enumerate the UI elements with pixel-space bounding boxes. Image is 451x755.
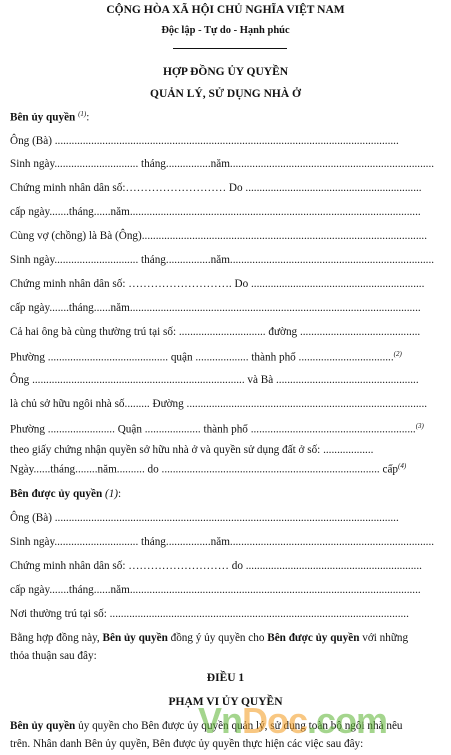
article-party-a: Bên ủy quyền xyxy=(10,720,76,732)
intro-paragraph-line-1 xyxy=(10,632,408,644)
spouse-birth-line: Sinh ngày.............................. tháng................năm......................................................................... xyxy=(10,254,435,266)
header-rule xyxy=(173,48,287,49)
spouse-id-line: Chứng minh nhân dân số: ………………………. Do .............................................................. xyxy=(10,278,425,290)
certificate-line: theo giấy chứng nhận quyền sở hữu nhà ở và quyền sử dụng đất ở số: .................. xyxy=(10,444,374,456)
watermark-part-3: .com xyxy=(307,700,388,741)
intro-party-b: Bên được ủy quyền xyxy=(267,632,360,644)
party-b-note: (1) xyxy=(102,488,119,500)
house-ward-text: Phường ........................ Quận .................... thành phố ........................................................... xyxy=(10,423,416,436)
intro-paragraph-line-2: thỏa thuận sau đây: xyxy=(10,650,97,662)
party-a-heading xyxy=(10,110,89,124)
certificate-date-text: Ngày......tháng........năm.......... do .............................................................................. cấp xyxy=(10,463,399,476)
article-text-line-2: trên. Nhân danh Bên ủy quyền, Bên được ủy quyền thực hiện các việc sau đây: xyxy=(10,738,364,750)
party-a-label: Bên ủy quyền xyxy=(10,111,76,124)
party-b-heading xyxy=(10,488,121,500)
intro-text-3: với những xyxy=(359,632,409,644)
party-a-name-line: Ông (Bà) ........................................................................................................................... xyxy=(10,135,399,147)
party-b-label: Bên được ủy quyền xyxy=(10,488,103,500)
watermark-part-1: Vn xyxy=(198,700,243,741)
contract-title: HỢP ĐỒNG ỦY QUYỀN xyxy=(162,66,289,78)
party-a-issue-line: cấp ngày.......tháng......năm........................................................................................................ xyxy=(10,206,421,218)
footnote-3: (3) xyxy=(415,422,424,430)
ward-line xyxy=(10,350,402,364)
article-title: PHẠM VI ỦY QUYỀN xyxy=(168,696,283,708)
spouse-line: Cùng vợ (chồng) là Bà (Ông)...................................................................................................... xyxy=(10,230,428,242)
intro-party-a: Bên ủy quyền xyxy=(102,632,168,644)
house-ward-line xyxy=(10,422,424,436)
intro-text-1: Bằng hợp đồng này, xyxy=(10,632,103,644)
footnote-2: (2) xyxy=(393,350,402,358)
article-text-1: ủy quyền cho Bên được ủy quyền quản lý, sử dụng toàn bộ ngôi nhà nêu xyxy=(75,720,403,732)
party-b-name-line: Ông (Bà) ........................................................................................................................... xyxy=(10,512,399,524)
party-a-birth-line: Sinh ngày.............................. tháng................năm......................................................................... xyxy=(10,158,435,170)
owners-line: Ông ............................................................................ và Bà ................................................... xyxy=(10,374,419,386)
article-number: ĐIỀU 1 xyxy=(206,672,245,684)
party-b-residence-line: Nơi thường trú tại số: ........................................................................................................... xyxy=(10,608,409,620)
intro-text-2: đồng ý ủy quyền cho xyxy=(167,632,268,644)
party-b-issue-line: cấp ngày.......tháng......năm........................................................................................................ xyxy=(10,584,421,596)
residence-line: Cả hai ông bà cùng thường trú tại số: ............................... đường ........................................... xyxy=(10,326,421,338)
certificate-date-line xyxy=(10,462,406,476)
party-b-colon: : xyxy=(118,488,122,500)
watermark-part-2: Doc xyxy=(242,700,308,741)
footnote-4: (4) xyxy=(398,462,407,470)
country-name: CỘNG HÒA XÃ HỘI CHỦ NGHĨA VIỆT NAM xyxy=(106,4,345,16)
party-a-id-line: Chứng minh nhân dân số:……………………… Do ............................................................... xyxy=(10,182,422,194)
contract-subtitle: QUẢN LÝ, SỬ DỤNG NHÀ Ở xyxy=(150,88,301,100)
house-number-line: là chủ sở hữu ngôi nhà số......... Đường ...................................................................................... xyxy=(10,398,428,410)
footnote-1: (1) xyxy=(78,110,87,118)
spouse-issue-line: cấp ngày.......tháng......năm........................................................................................................ xyxy=(10,302,421,314)
vndoc-watermark xyxy=(198,700,387,742)
party-b-birth-line: Sinh ngày.............................. tháng................năm......................................................................... xyxy=(10,536,435,548)
party-a-colon: : xyxy=(86,111,90,124)
party-b-id-line: Chứng minh nhân dân số: ……………………… do ............................................................... xyxy=(10,560,422,572)
ward-line-text: Phường ........................................... quận ................... thành phố .................................. xyxy=(10,351,394,364)
national-motto: Độc lập - Tự do - Hạnh phúc xyxy=(161,25,290,36)
